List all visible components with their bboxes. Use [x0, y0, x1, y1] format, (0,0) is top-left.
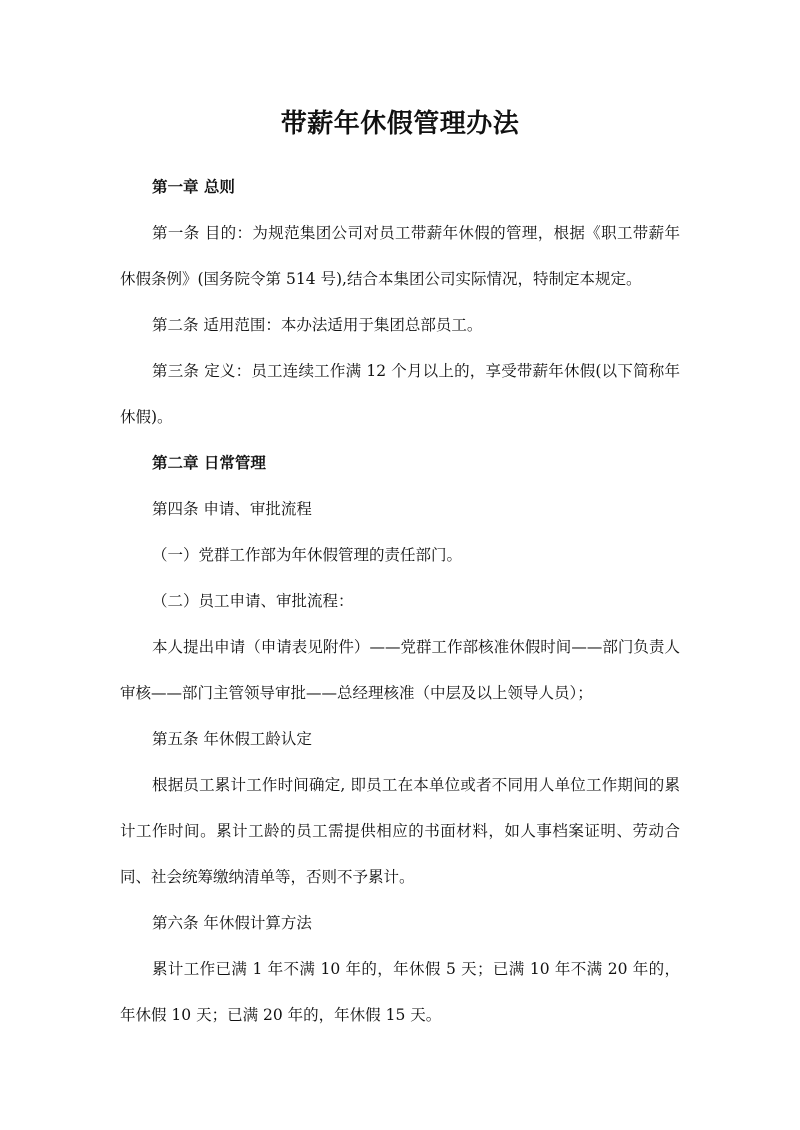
list-item: （二）员工申请、审批流程： [152, 592, 354, 610]
document-title: 带薪年休假管理办法 [280, 109, 520, 139]
article-heading: 第四条 申请、审批流程 [152, 500, 312, 518]
article-paragraph: 根据员工累计工作时间确定, 即员工在本单位或者不同用人单位工作期间的累计工作时间。累计工龄的员工需提供相应的书面材料，如人事档案证明、劳动合同、社会统筹缴纳清单等，否则不予累计。 [120, 776, 680, 886]
article-paragraph: 第三条 定义：员工连续工作满 12 个月以上的，享受带薪年休假(以下简称年休假)。 [120, 362, 680, 426]
list-item: （一）党群工作部为年休假管理的责任部门。 [152, 546, 463, 564]
document-body [120, 164, 680, 1038]
chapter-heading: 第一章 总则 [152, 177, 235, 196]
article-heading: 第六条 年休假计算方法 [152, 914, 312, 932]
article-heading: 第五条 年休假工龄认定 [152, 730, 312, 748]
article-paragraph: 第一条 目的：为规范集团公司对员工带薪年休假的管理，根据《职工带薪年休假条例》(国务院令第 514 号),结合本集团公司实际情况，特制定本规定。 [120, 224, 680, 288]
chapter-heading: 第二章 日常管理 [152, 453, 266, 472]
article-paragraph: 本人提出申请（申请表见附件）——党群工作部核准休假时间——部门负责人审核——部门主管领导审批——总经理核准（中层及以上领导人员）； [120, 638, 680, 702]
article-paragraph: 累计工作已满 1 年不满 10 年的，年休假 5 天；已满 10 年不满 20 年的，年休假 10 天；已满 20 年的，年休假 15 天。 [120, 960, 680, 1024]
article-paragraph: 第二条 适用范围：本办法适用于集团总部员工。 [152, 316, 483, 334]
